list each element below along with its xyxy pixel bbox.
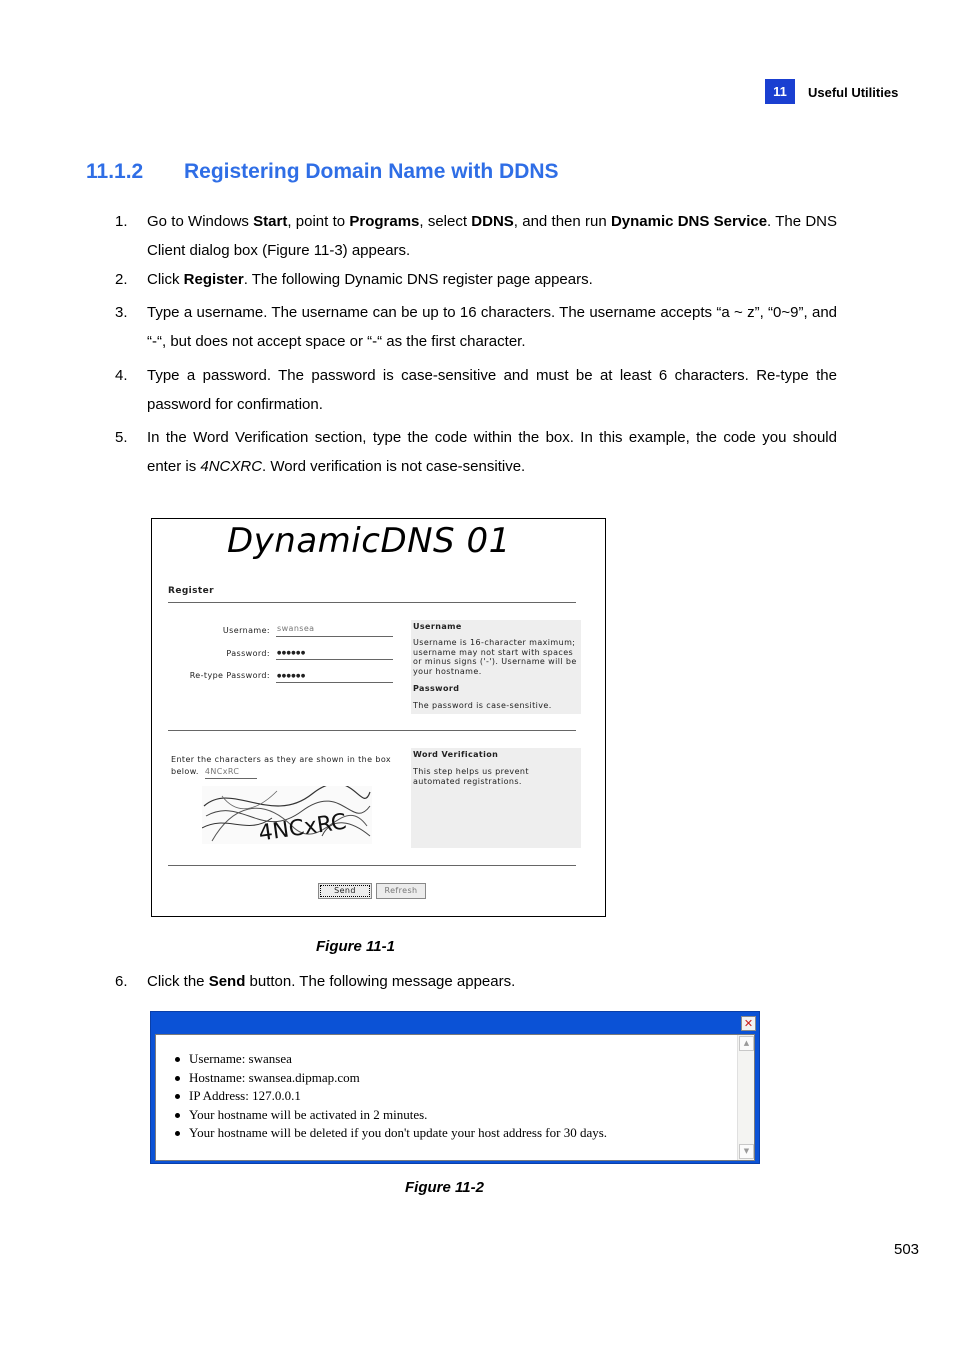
register-heading: Register [168,586,214,596]
chapter-title: Useful Utilities [808,85,899,100]
username-value: swansea [277,624,315,633]
step-6 [115,967,837,996]
password-label: Password: [226,649,270,658]
text-run: , select [419,213,472,230]
divider [168,865,576,866]
username-help-text: Username is 16-character maximum; username may not start with spaces or minus signs ('-'). Username will be your hostname. [413,638,577,676]
password-help-text: The password is case-sensitive. [413,701,552,710]
step-number: 5. [115,429,128,446]
username-help-box [411,620,581,714]
retype-password-value: ●●●●●● [277,673,306,679]
step-4 [115,361,837,419]
dynamicdns-logo-text: DynamicDNS 01 [227,521,511,561]
password-input[interactable] [276,646,393,660]
section-number: 11.1.2 [86,160,144,183]
captcha-text: 4NCxRC [257,809,349,844]
text-run: , point to [287,213,350,230]
verify-help-box [411,748,581,848]
username-input[interactable] [276,623,393,637]
verify-value: 4NCxRC [204,767,240,776]
close-icon[interactable]: ✕ [741,1016,756,1031]
section-title: Registering Domain Name with DDNS [184,160,559,183]
text-run: . The DNS Client dialog box (Figure 11-3) appears. [147,213,837,259]
step-3 [115,298,837,356]
chapter-number-badge: 11 [765,79,795,104]
figure-11-2-caption: Figure 11-2 [405,1179,484,1196]
step-text [147,265,837,294]
bold-term: Start [253,213,288,230]
step-text [147,361,837,419]
section-heading [86,160,559,184]
step-number: 6. [115,973,128,990]
text-run: Click the [147,973,209,990]
send-button[interactable]: Send [318,883,372,899]
text-run: , and then run [513,213,611,230]
text-run: In the Word Verification section, type the code within the box. In this example, the code you should enter is [147,429,837,475]
figure-11-1-caption: Figure 11-1 [316,938,395,955]
step-text [147,207,837,265]
step-number: 3. [115,304,128,321]
step-text [147,298,837,356]
verify-help-text: This step helps us prevent automated registrations. [413,767,529,786]
captcha-image [202,786,372,844]
step-number: 1. [115,213,128,230]
password-help-title: Password [413,684,460,693]
text-run: Type a username. The username can be up to 16 characters. The username accepts “a ~ z”, “0~9”, and “-“, but does not accept space or “-“ as the first character. [147,304,837,350]
verify-help-title: Word Verification [413,750,499,759]
text-run: . The following Dynamic DNS register page appears. [243,271,593,288]
step-text [147,967,837,996]
scrollbar[interactable] [737,1035,754,1160]
retype-password-input[interactable] [276,669,393,683]
step-1 [115,207,837,265]
bold-term: Dynamic DNS Service [610,213,768,230]
text-run: button. The following message appears. [245,973,516,990]
step-number: 4. [115,367,128,384]
verify-prompt-text: Enter the characters as they are shown in the box below. [171,755,392,776]
scroll-down-arrow-icon[interactable]: ▼ [739,1144,754,1159]
retype-password-label: Re-type Password: [189,671,270,680]
text-run: Click [147,271,184,288]
list-item: Hostname: swansea.dipmap.com [189,1069,607,1088]
step-2 [115,265,837,294]
step-number: 2. [115,271,128,288]
list-item: IP Address: 127.0.0.1 [189,1087,607,1106]
password-value: ●●●●●● [277,650,306,656]
text-run: Type a password. The password is case-sensitive and must be at least 6 characters. Re-type the password for confirmation. [147,367,837,413]
page-number: 503 [894,1241,920,1258]
bold-term: Programs [349,213,420,230]
step-5 [115,423,837,481]
bold-term: DDNS [471,213,514,230]
list-item: Your hostname will be deleted if you don't update your host address for 30 days. [189,1124,607,1143]
list-item: Username: swansea [189,1050,607,1069]
step-text [147,423,837,481]
bold-term: Register [183,271,244,288]
username-help-title: Username [413,622,462,631]
result-list [189,1050,607,1143]
username-label: Username: [222,626,270,635]
divider [168,730,576,731]
message-pane [155,1034,755,1161]
scroll-up-arrow-icon[interactable]: ▲ [739,1036,754,1051]
text-run: . Word verification is not case-sensitive. [262,458,526,475]
registration-result-window [150,1011,760,1164]
text-run: Go to Windows [147,213,254,230]
italic-term: 4NCXRC [200,458,263,475]
ddns-register-screenshot [151,518,606,917]
bold-term: Send [208,973,246,990]
list-item: Your hostname will be activated in 2 minutes. [189,1106,607,1125]
verify-prompt [171,754,401,779]
divider [168,602,576,603]
refresh-button[interactable]: Refresh [376,883,426,899]
verify-input[interactable] [205,766,257,779]
